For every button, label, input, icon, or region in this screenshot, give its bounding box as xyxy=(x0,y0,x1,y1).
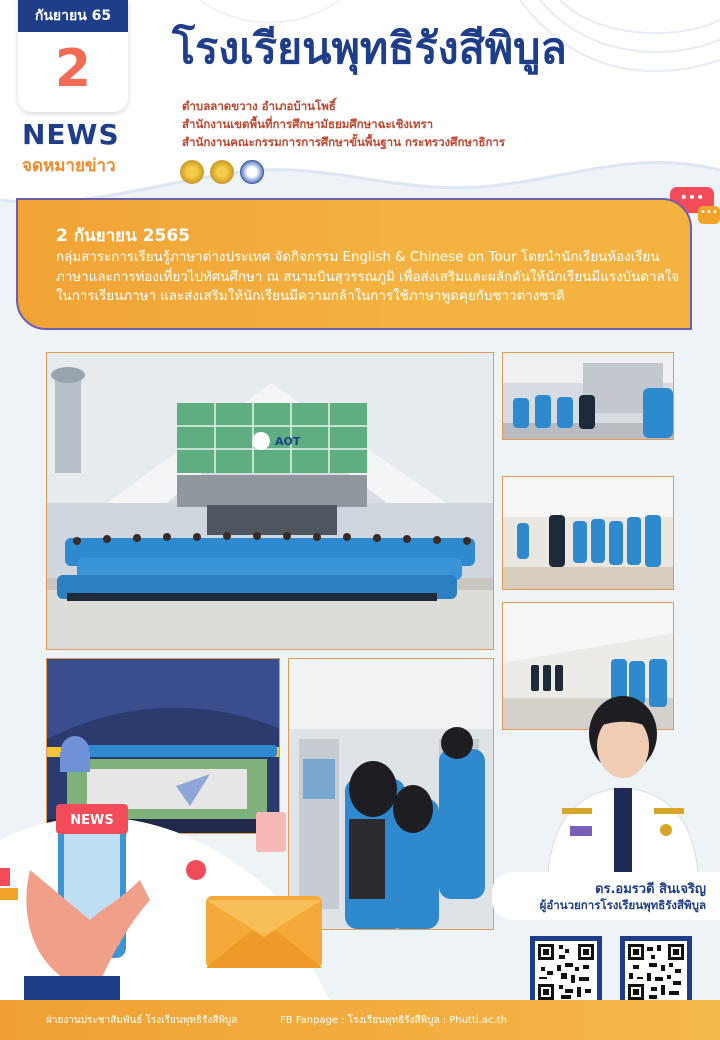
school-title: โรงเรียนพุทธิรังสีพิบูล xyxy=(172,24,567,74)
date-badge-month: กันยายน 65 xyxy=(18,0,128,32)
photo-check-in-image xyxy=(503,353,674,440)
director-portrait xyxy=(548,690,698,876)
director-name: ดร.อมรวดี สินเจริญ xyxy=(595,882,706,897)
news-heading: NEWS xyxy=(22,118,120,151)
fanpage-qr-code[interactable] xyxy=(620,936,692,1008)
photo-check-in-counter xyxy=(502,352,674,440)
footer-department: ฝ่ายงานประชาสัมพันธ์ โรงเรียนพุทธิรังสีพิบูล xyxy=(46,1015,238,1026)
qr-code-icon xyxy=(625,941,687,1003)
summary-banner xyxy=(16,198,692,330)
photo-group-image xyxy=(47,353,494,650)
summary-date: 2 กันยายน 2565 xyxy=(56,226,190,246)
qr-code-icon xyxy=(535,941,597,1003)
school-address-line: ตำบลลาดขวาง อำเภอบ้านโพธิ์ xyxy=(182,99,336,113)
emblem-row xyxy=(180,160,264,184)
photo-briefing-image xyxy=(503,477,674,590)
aot-sign-text: AOT xyxy=(275,435,301,448)
envelope-icon xyxy=(206,896,322,968)
school-ministry-line: สำนักงานคณะกรรมการการศึกษาขั้นพื้นฐาน กระทรวงศึกษาธิการ xyxy=(182,135,506,149)
school-logo-icon xyxy=(240,160,264,184)
footer-fanpage-link[interactable]: FB Fanpage : โรงเรียนพุทธิรังสีพิบูล : Phutti.ac.th xyxy=(280,1015,507,1026)
director-name-card xyxy=(492,872,720,920)
director-title: ผู้อำนวยการโรงเรียนพุทธิรังสีพิบูล xyxy=(539,898,706,912)
date-badge xyxy=(18,0,128,112)
emblem-icon xyxy=(210,160,234,184)
chat-bubble-small-icon: ••• xyxy=(698,206,720,224)
chat-bubble-icon: ••• xyxy=(670,187,714,213)
phone-news-label: NEWS xyxy=(70,813,114,828)
footer-bar xyxy=(0,1000,720,1040)
date-badge-day: 2 xyxy=(54,39,92,99)
photo-group-at-terminal xyxy=(46,352,494,650)
news-subheading: จดหมายข่าว xyxy=(22,156,116,176)
photo-briefing-hall xyxy=(502,476,674,590)
school-area-office-line: สำนักงานเขตพื้นที่การศึกษามัธยมศึกษาฉะเชิงเทรา xyxy=(182,117,434,131)
emblem-icon xyxy=(180,160,204,184)
website-qr-code[interactable] xyxy=(530,936,602,1008)
summary-text: กลุ่มสาระการเรียนรู้ภาษาต่างประเทศ จัดกิจกรรม English & Chinese on Tour โดยนำนักเรียนห้องเรียนภาษาและการท่องเที่ยวไปทัศนศึกษา ณ สนามบินสุวรรณภูมิ เพื่อส่งเสริมและผลักดันให้นักเรียนมีแรงบันดาลใจในการเรียนภาษา และส่งเสริมให้นักเรียนมีความกล้าในการใช้ภาษาพูดคุยกับชาวต่างชาติ xyxy=(56,250,680,304)
